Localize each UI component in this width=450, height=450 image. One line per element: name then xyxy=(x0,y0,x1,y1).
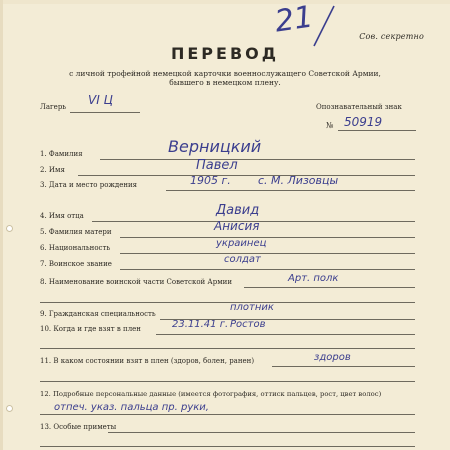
field-birth-year-value: 1905 г. xyxy=(190,174,231,187)
field-capture-date-value: 23.11.41 г. xyxy=(172,319,229,330)
field-capture-extra-line xyxy=(40,348,415,349)
field-unit-value: Арт. полк xyxy=(288,273,339,284)
field-nationality-value: украинец xyxy=(216,238,267,249)
field-mother-label: 5. Фамилия матери xyxy=(40,228,112,236)
folio-number: 21 xyxy=(272,0,316,40)
punch-hole-top xyxy=(6,225,13,232)
field-nationality-line xyxy=(120,253,415,254)
field-birth-label: 3. Дата и место рождения xyxy=(40,181,138,189)
field-mother-line xyxy=(120,237,415,238)
paper-top-edge xyxy=(0,0,450,4)
field-marks-extra-line xyxy=(40,446,415,447)
tag-label: Опознавательный знак xyxy=(316,103,402,111)
field-birth-place-value: с. М. Лизовцы xyxy=(258,174,339,187)
field-condition-label: 11. В каком состоянии взят в плен (здоров, болен, ранен) xyxy=(40,357,255,365)
camp-line xyxy=(70,112,140,113)
field-rank-line xyxy=(120,269,415,270)
field-mother-value: Анисия xyxy=(214,219,260,233)
field-nationality-label: 6. Национальность xyxy=(40,244,111,252)
field-profession-label: 9. Гражданская специальность xyxy=(40,310,156,318)
field-capture-line xyxy=(156,334,415,335)
field-personal-data-line xyxy=(40,414,415,415)
document-subtitle xyxy=(40,69,410,87)
field-father-label: 4. Имя отца xyxy=(40,212,84,220)
field-capture-label: 10. Когда и где взят в плен xyxy=(40,325,141,333)
field-surname-line xyxy=(100,159,415,160)
field-marks-line xyxy=(108,432,415,433)
field-father-value: Давид xyxy=(216,203,260,218)
tag-value: 50919 xyxy=(344,115,383,129)
field-condition-line xyxy=(272,366,415,367)
punch-hole-bottom xyxy=(6,405,13,412)
camp-value: VI Ц xyxy=(88,93,113,107)
paper-left-edge xyxy=(0,0,3,450)
subtitle-line-1: с личной трофейной немецкой карточки военнослужащего Советской Армии, xyxy=(69,69,381,78)
field-capture-place-value: Ростов xyxy=(230,319,266,330)
field-surname-label: 1. Фамилия xyxy=(40,150,83,158)
field-rank-label: 7. Воинское звание xyxy=(40,260,112,268)
field-personal-data-value: отпеч. указ. пальца пр. руки, xyxy=(54,402,209,413)
tag-number-prefix: № xyxy=(326,121,334,130)
field-condition-value: здоров xyxy=(314,352,351,363)
field-rank-value: солдат xyxy=(224,254,261,265)
field-name-line xyxy=(78,175,415,176)
subtitle-line-2: бывшего в немецком плену. xyxy=(169,78,281,87)
field-unit-label: 8. Наименование воинской части Советской Армии xyxy=(40,278,232,286)
field-personal-data-label: 12. Подробные персональные данные (имеется фотография, оттиск пальцев, рост, цвет волос) xyxy=(40,390,382,398)
field-birth-line xyxy=(166,190,415,191)
field-marks-label: 13. Особые приметы xyxy=(40,423,117,431)
tag-line xyxy=(338,130,416,131)
field-condition-extra-line xyxy=(40,381,415,382)
field-unit-extra-line xyxy=(40,302,415,303)
secrecy-label: Сов. секретно xyxy=(359,32,424,41)
camp-label: Лагерь xyxy=(40,103,67,111)
document-title: ПЕРЕВОД xyxy=(170,44,280,63)
field-name-value: Павел xyxy=(196,158,238,173)
field-name-label: 2. Имя xyxy=(40,166,65,174)
field-unit-line xyxy=(244,287,415,288)
field-surname-value: Верницкий xyxy=(168,137,262,156)
field-profession-value: плотник xyxy=(230,302,274,313)
